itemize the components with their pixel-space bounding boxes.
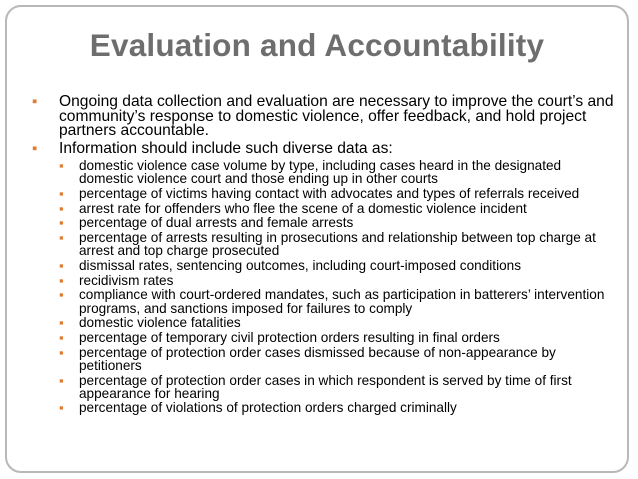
sub-bullet-item — [59, 274, 619, 287]
sub-bullet-item — [59, 401, 619, 414]
square-bullet-icon: ▪ — [59, 215, 64, 231]
slide-frame — [5, 5, 629, 473]
sub-bullet-text: percentage of temporary civil protection orders resulting in final orders — [79, 329, 500, 345]
square-bullet-icon: ▪ — [59, 344, 64, 360]
sub-bullet-item — [59, 346, 619, 372]
sub-bullet-text: percentage of protection order cases in which respondent is served by time of first appearance for hearing — [79, 372, 572, 401]
bullet-item — [31, 95, 619, 139]
sub-bullet-item — [59, 216, 619, 229]
sub-bullet-item — [59, 159, 619, 185]
square-bullet-icon: ▪ — [59, 287, 64, 303]
sub-bullet-text: percentage of violations of protection orders charged criminally — [79, 400, 457, 416]
sub-bullet-item — [59, 288, 619, 314]
sub-bullet-text: recidivism rates — [79, 272, 174, 288]
sub-bullet-item — [59, 259, 619, 272]
square-bullet-icon: ▪ — [32, 93, 38, 110]
sub-bullet-item — [59, 202, 619, 215]
bullet-item — [31, 139, 619, 157]
square-bullet-icon: ▪ — [59, 329, 64, 345]
square-bullet-icon: ▪ — [32, 139, 38, 157]
slide-body — [31, 95, 619, 416]
square-bullet-icon: ▪ — [59, 185, 64, 201]
sub-bullet-text: percentage of arrests resulting in prosecutions and relationship between top charge at arrest and top charge prosecuted — [79, 230, 596, 259]
sub-bullet-text: compliance with court-ordered mandates, such as participation in batterers’ intervention programs, and sanctions imposed for failures to comply — [79, 287, 605, 316]
sub-bullet-text: percentage of protection order cases dismissed because of non-appearance by petitioners — [79, 344, 556, 373]
square-bullet-icon: ▪ — [59, 272, 64, 288]
sub-bullet-item — [59, 187, 619, 200]
square-bullet-icon: ▪ — [59, 400, 64, 416]
square-bullet-icon: ▪ — [59, 372, 64, 388]
sub-bullet-item — [59, 331, 619, 344]
bullet-text: Information should include such diverse data as: — [59, 139, 393, 157]
bullet-text: Ongoing data collection and evaluation are necessary to improve the court’s and community’s response to domestic violence, offer feedback, and hold project partners accountable. — [59, 93, 614, 139]
square-bullet-icon: ▪ — [59, 200, 64, 216]
square-bullet-icon: ▪ — [59, 158, 64, 173]
slide-title: Evaluation and Accountability — [89, 27, 545, 63]
sub-bullet-text: percentage of victims having contact with advocates and types of referrals received — [79, 185, 580, 201]
sub-bullet-text: domestic violence case volume by type, including cases heard in the designated domestic violence court and those ending up in other courts — [79, 158, 562, 187]
sub-bullet-text: domestic violence fatalities — [79, 315, 241, 331]
sub-bullet-text: arrest rate for offenders who flee the scene of a domestic violence incident — [79, 200, 527, 216]
square-bullet-icon: ▪ — [59, 230, 64, 246]
sub-bullet-item — [59, 231, 619, 257]
sub-bullet-item — [59, 316, 619, 329]
sub-bullet-item — [59, 374, 619, 400]
sub-bullet-text: percentage of dual arrests and female arrests — [79, 215, 354, 231]
square-bullet-icon: ▪ — [59, 315, 64, 331]
square-bullet-icon: ▪ — [59, 257, 64, 273]
sub-bullet-text: dismissal rates, sentencing outcomes, including court-imposed conditions — [79, 257, 522, 273]
